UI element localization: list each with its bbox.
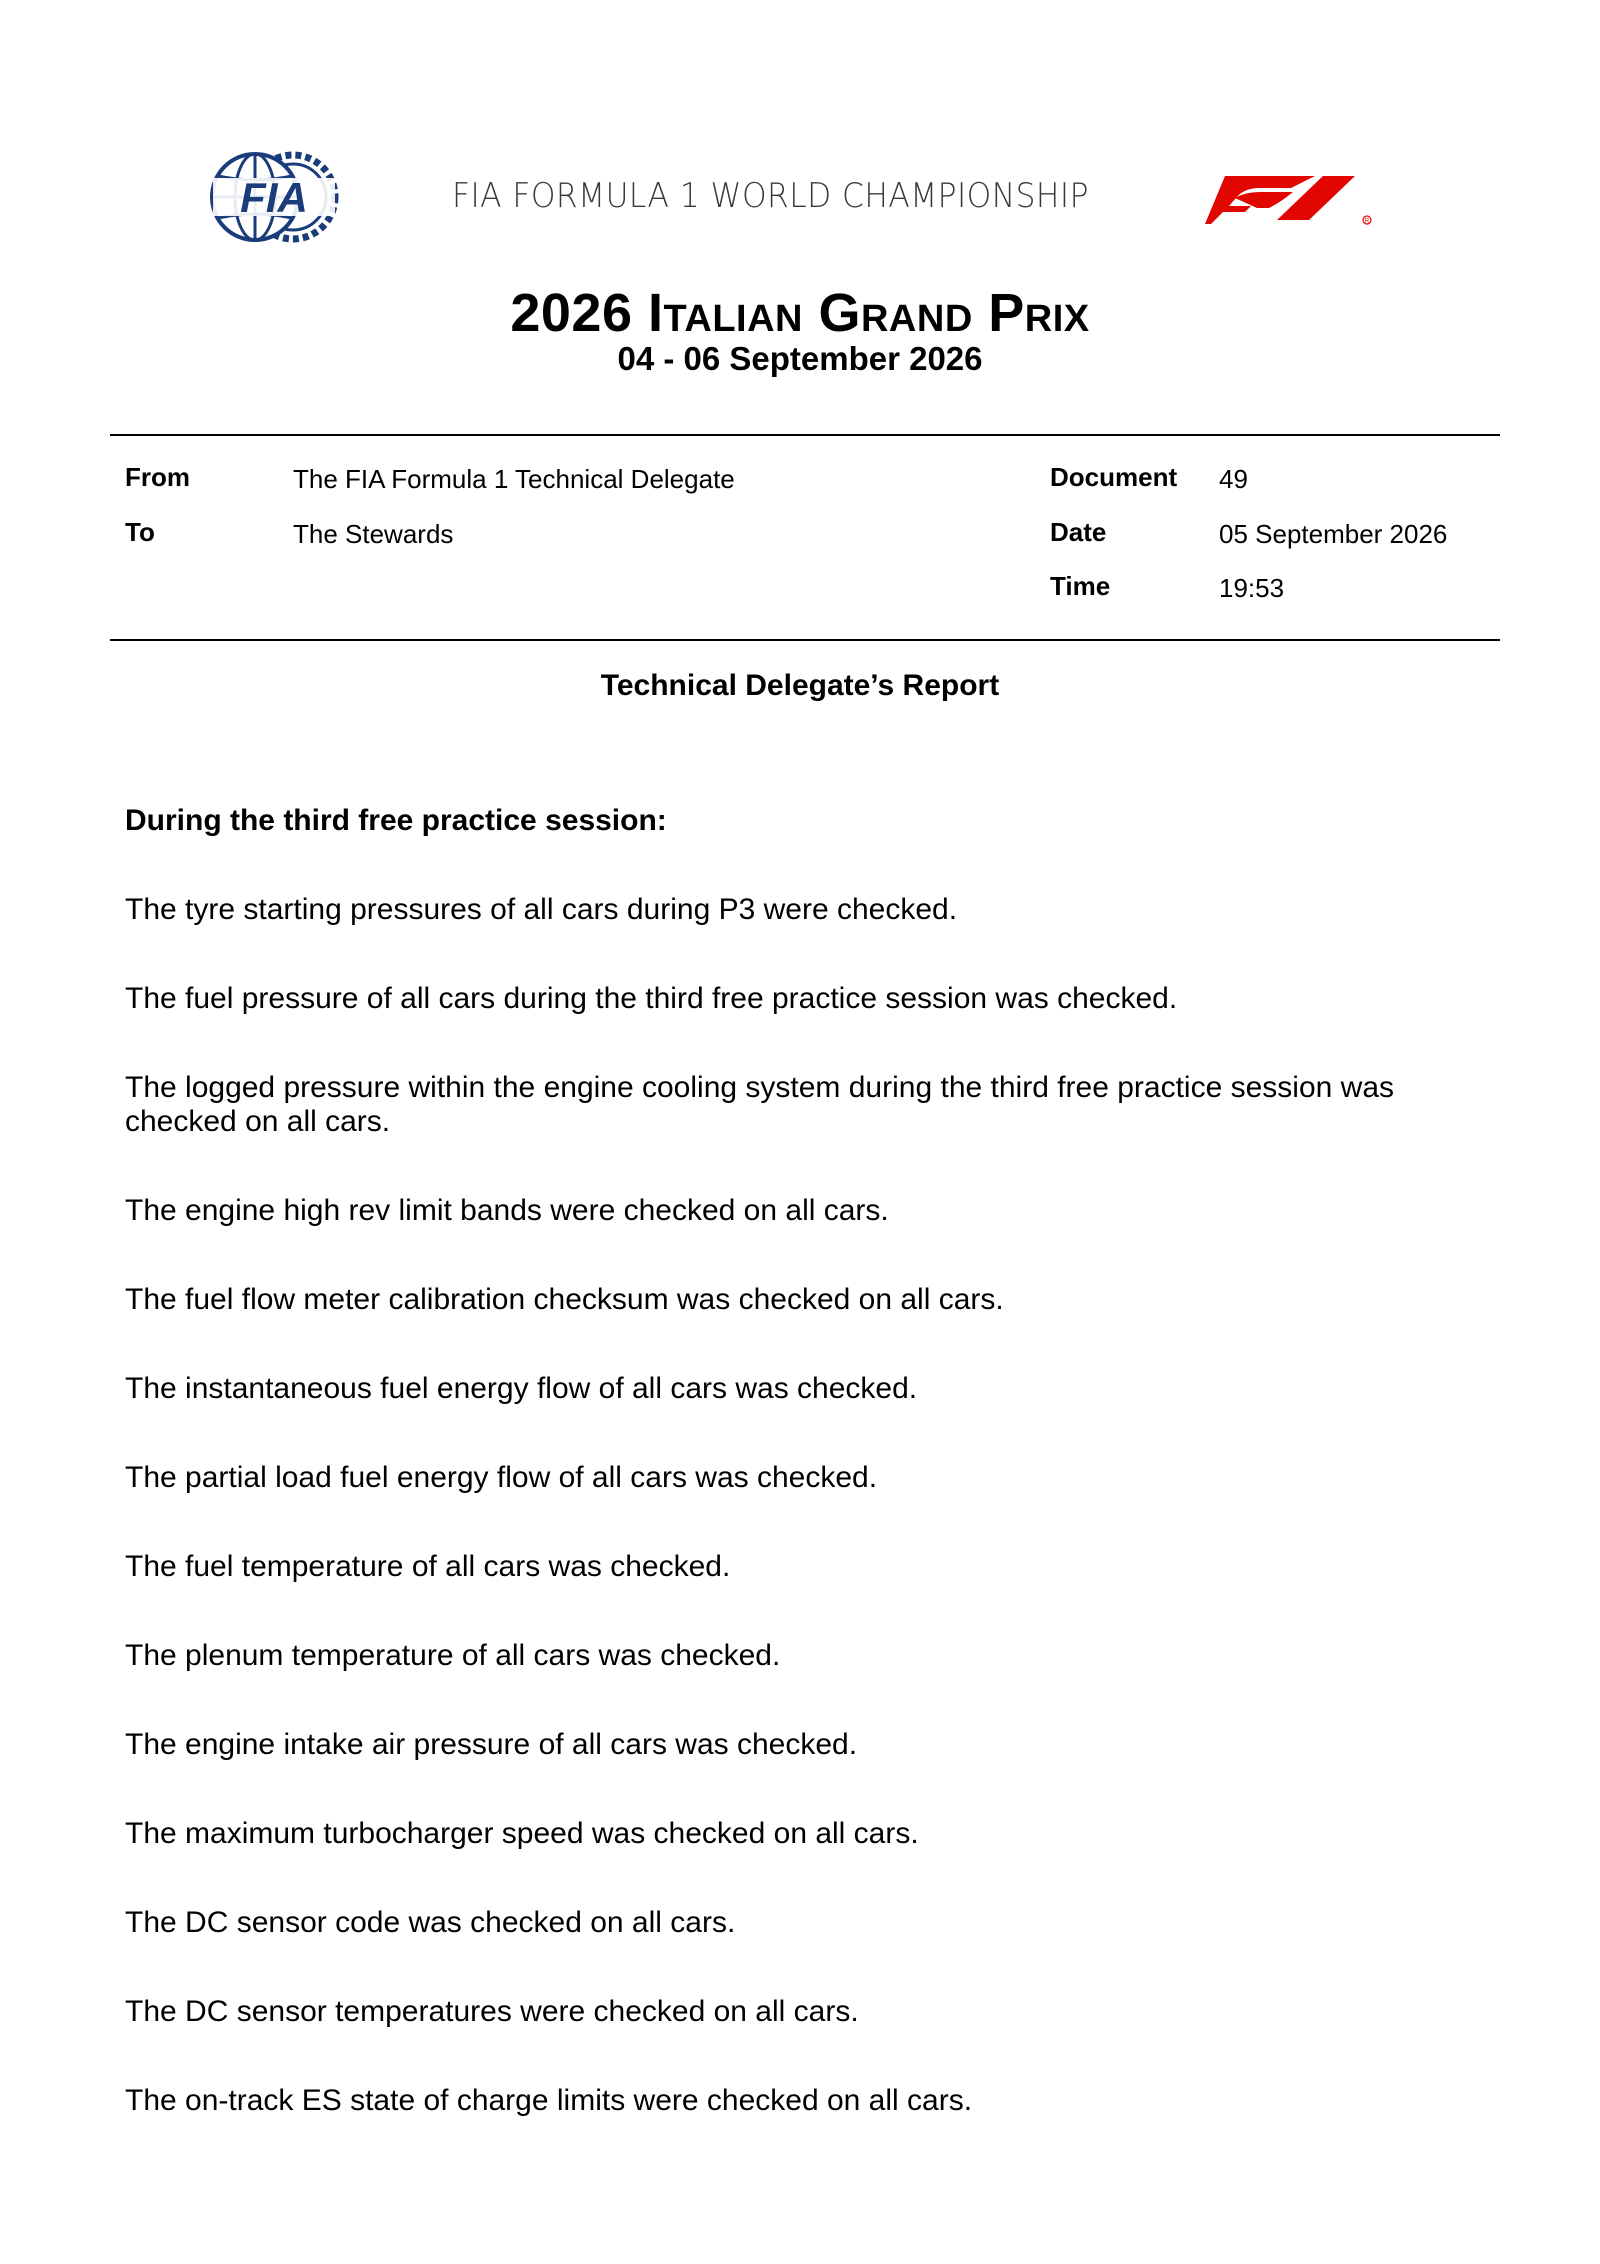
time-value: 19:53 — [1219, 573, 1285, 603]
document-label: Document — [1050, 462, 1178, 492]
to-label: To — [125, 517, 155, 547]
check-item: The engine high rev limit bands were checked on all cars. — [125, 1194, 889, 1227]
check-item: The engine intake air pressure of all cars was checked. — [125, 1728, 858, 1761]
check-item: The fuel temperature of all cars was checked. — [125, 1550, 731, 1583]
check-item: The partial load fuel energy flow of all cars was checked. — [125, 1461, 878, 1494]
check-item: The maximum turbocharger speed was checked on all cars. — [125, 1817, 919, 1850]
check-list — [125, 893, 1455, 2173]
check-item: The tyre starting pressures of all cars during P3 were checked. — [125, 893, 958, 926]
check-item: The on-track ES state of charge limits were checked on all cars. — [125, 2084, 973, 2117]
championship-name: FIA FORMULA 1 WORLD CHAMPIONSHIP — [452, 176, 1089, 216]
to-value: The Stewards — [293, 519, 454, 549]
f1-logo — [1205, 168, 1401, 226]
event-title: 2026 Italian Grand Prix — [510, 283, 1090, 343]
from-label: From — [125, 462, 190, 492]
divider-bottom — [110, 639, 1500, 641]
check-item: The instantaneous fuel energy flow of all cars was checked. — [125, 1372, 918, 1405]
report-title: Technical Delegate’s Report — [600, 669, 1000, 702]
date-label: Date — [1050, 517, 1107, 547]
divider-top — [110, 434, 1500, 436]
check-item: The DC sensor temperatures were checked on all cars. — [125, 1995, 859, 2028]
check-item: The logged pressure within the engine cooling system during the third free practice session was checked on all cars. — [125, 1071, 1395, 1138]
check-item: The plenum temperature of all cars was checked. — [125, 1639, 781, 1672]
check-item: The DC sensor code was checked on all cars. — [125, 1906, 736, 1939]
document-number: 49 — [1219, 464, 1248, 494]
from-value: The FIA Formula 1 Technical Delegate — [293, 464, 735, 494]
event-dates: 04 - 06 September 2026 — [617, 340, 983, 377]
svg-text:R: R — [1364, 218, 1370, 225]
svg-text:FIA: FIA — [240, 174, 308, 221]
date-value: 05 September 2026 — [1219, 519, 1448, 549]
time-label: Time — [1050, 571, 1111, 601]
document-header — [0, 0, 1600, 260]
check-item: The fuel pressure of all cars during the third free practice session was checked. — [125, 982, 1178, 1015]
fia-logo — [205, 148, 343, 246]
section-title: During the third free practice session: — [125, 804, 667, 837]
check-item: The fuel flow meter calibration checksum was checked on all cars. — [125, 1283, 1004, 1316]
